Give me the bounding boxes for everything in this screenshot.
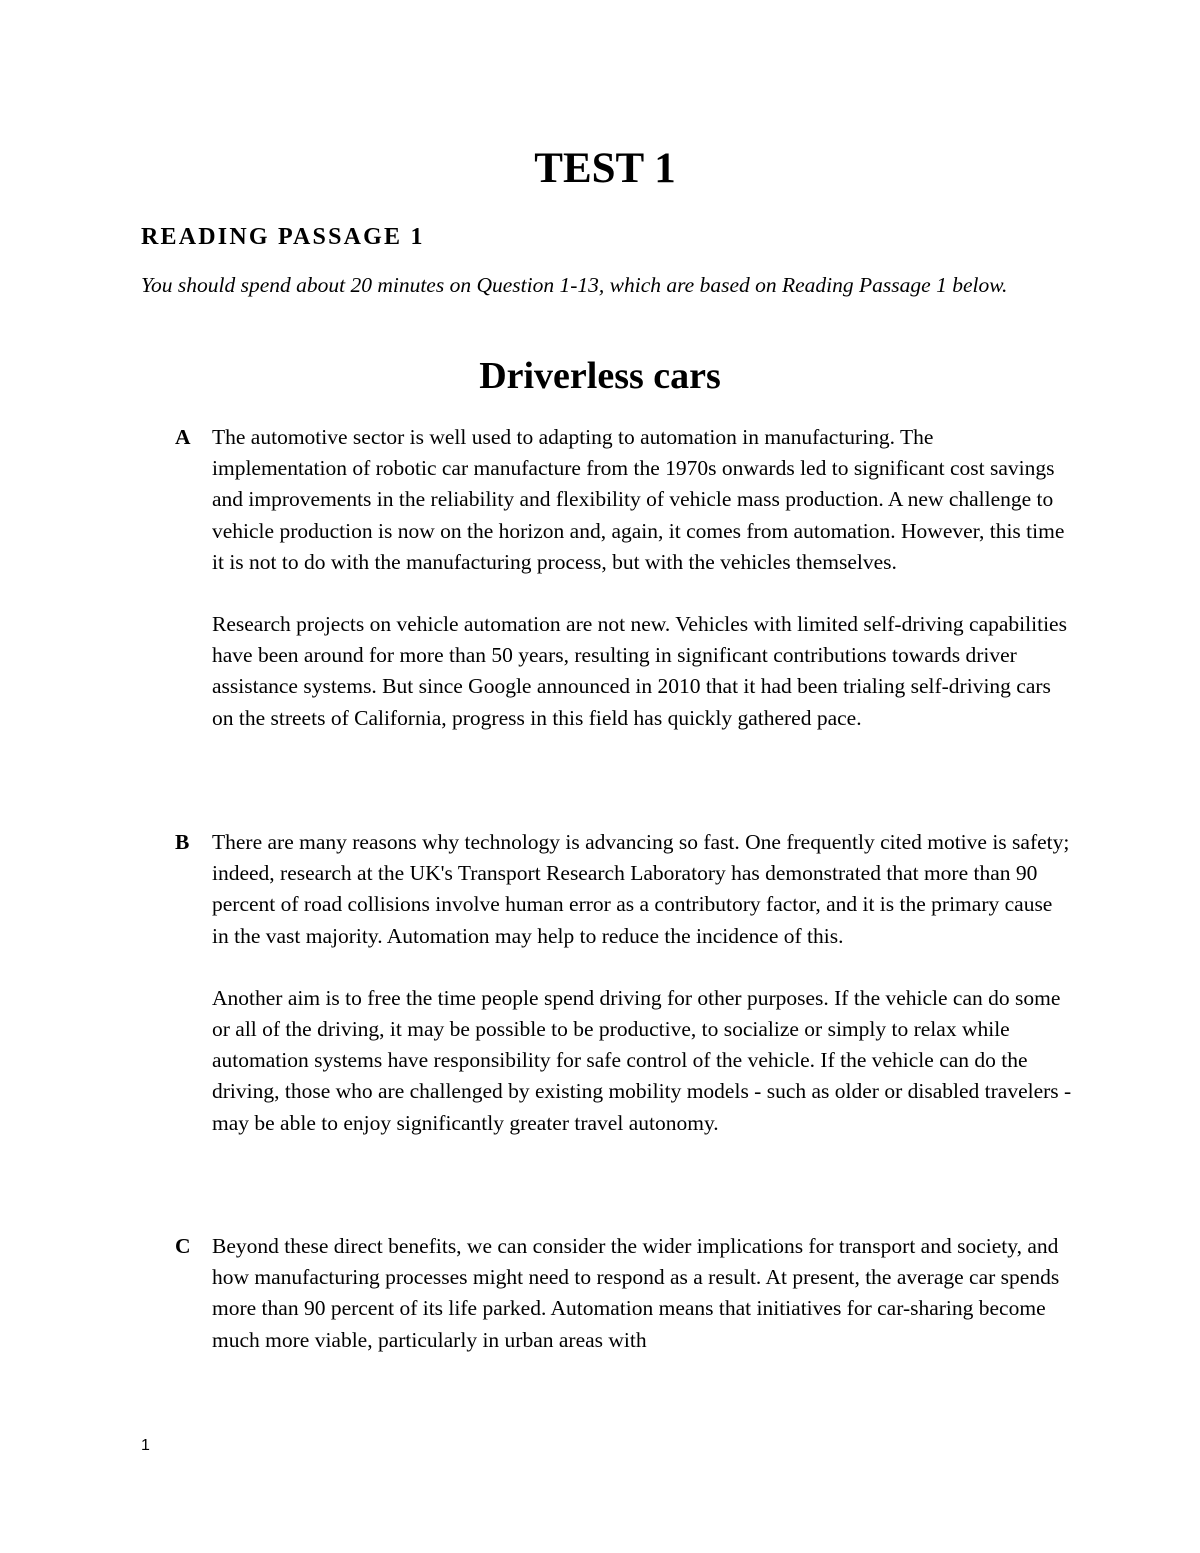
test-title: TEST 1 [534, 145, 676, 192]
section-c [175, 1231, 1075, 1387]
section-a [175, 422, 1075, 765]
paragraph: The automotive sector is well used to adapting to automation in manufacturing. The implementation of robotic car manufacture from the 1970s onwards led to significant cost savings and improvements in the reliability and flexibility of vehicle mass production. A new challenge to vehicle production is now on the horizon and, again, it comes from automation. However, this time it is not to do with the manufacturing process, but with the vehicles themselves. [212, 425, 1065, 574]
section-body [212, 422, 1072, 734]
section-body [212, 827, 1072, 1139]
page-number: 1 [141, 1437, 150, 1454]
section-letter: C [175, 1234, 191, 1258]
instruction-text: You should spend about 20 minutes on Question 1-13, which are based on Reading Passage 1 below. [141, 273, 1008, 297]
reading-passage-heading: READING PASSAGE 1 [141, 224, 425, 250]
paragraph: Research projects on vehicle automation are not new. Vehicles with limited self-driving capabilities have been around for more than 50 years, resulting in significant contributions towards driver assistance systems. But since Google announced in 2010 that it had been trialing self-driving cars on the streets of California, progress in this field has quickly gathered pace. [212, 612, 1067, 730]
section-body [212, 1231, 1072, 1356]
section-b [175, 827, 1075, 1170]
paragraph: Beyond these direct benefits, we can consider the wider implications for transport and society, and how manufacturing processes might need to respond as a result. At present, the average car spends more than 90 percent of its life parked. Automation means that initiatives for car-sharing become much more viable, particularly in urban areas with [212, 1234, 1060, 1352]
passage-title: Driverless cars [479, 355, 721, 397]
section-letter: B [175, 830, 190, 854]
paragraph: There are many reasons why technology is advancing so fast. One frequently cited motive is safety; indeed, research at the UK's Transport Research Laboratory has demonstrated that more than 90 percent of road collisions involve human error as a contributory factor, and it is the primary cause in the vast majority. Automation may help to reduce the incidence of this. [212, 830, 1070, 948]
paragraph: Another aim is to free the time people spend driving for other purposes. If the vehicle can do some or all of the driving, it may be possible to be productive, to socialize or simply to relax while automation systems have responsibility for safe control of the vehicle. If the vehicle can do the driving, those who are challenged by existing mobility models - such as older or disabled travelers - may be able to enjoy significantly greater travel autonomy. [212, 985, 1072, 1135]
section-letter: A [175, 425, 191, 449]
